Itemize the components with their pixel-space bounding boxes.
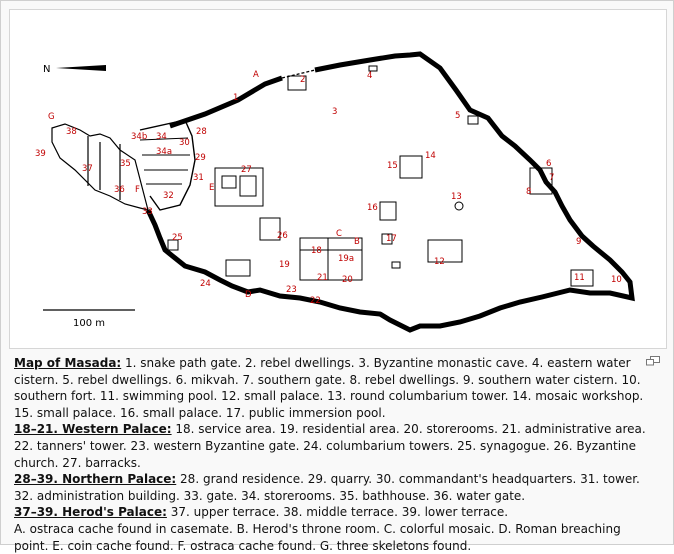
label-36: 36 [114,185,125,195]
caption-northern-text: 28. grand residence. 29. quarry. 30. commandant's headquarters. 31. tower. 32. administration building. 33. gate. 34. storerooms. 35. bathhouse. 36. water gate. [14,472,640,503]
caption-western [14,421,658,471]
label-25: 25 [172,233,183,243]
label-1: 1 [233,93,239,103]
label-37: 37 [82,164,93,174]
label-16: 16 [367,203,378,213]
label-5: 5 [455,111,461,121]
label-19a: 19a [338,254,355,264]
label-6: 6 [546,159,552,169]
caption-letters: A. ostraca cache found in casemate. B. Herod's throne room. C. colorful mosaic. D. Roman breaching point. E. coin cache found. F. ostraca cache found. G. three skeletons found. [14,521,621,553]
label-17: 17 [386,234,397,244]
label-27: 27 [241,165,252,175]
caption-heading-map: Map of Masada: [14,356,122,370]
label-28: 28 [196,127,207,137]
label-D: D [245,290,252,300]
north-label: N [43,64,51,75]
caption-heading-northern: 28–39. Northern Palace: [14,472,177,487]
label-3: 3 [332,107,338,117]
scale-label: 100 m [73,318,106,329]
map-caption [14,355,658,554]
label-20: 20 [342,275,353,285]
label-24: 24 [200,279,211,289]
label-4: 4 [367,71,373,81]
caption-western-text: 18. service area. 19. residential area. 20. storerooms. 21. administrative area. 22. tanners' tower. 23. western Byzantine gate. 24. columbarium towers. 25. synagogue. 26. Byzantine church. 27. barracks. [14,422,646,470]
label-G: G [48,112,55,122]
building-plans [168,66,593,286]
label-33: 33 [142,207,153,217]
label-11: 11 [574,273,585,283]
label-22: 22 [310,296,321,306]
caption-herod-text: 37. upper terrace. 38. middle terrace. 39. lower terrace. [166,505,509,520]
caption-heading-western: 18–21. Western Palace: [14,422,172,437]
caption-intro-text: 1. snake path gate. 2. rebel dwellings. 3. Byzantine monastic cave. 4. eastern water cistern. 5. rebel dwellings. 6. mikvah. 7. southern gate. 8. rebel dwellings. 9. southern water cistern. 10. southern fort. 11. swimming pool. 12. small palace. 13. round columbarium tower. 14. mosaic workshop. 15. small palace. 16. small palace. 17. public immersion pool. [14,356,644,420]
label-C: C [336,229,342,239]
label-18: 18 [311,246,322,256]
label-26: 26 [277,231,288,241]
label-30: 30 [179,138,190,148]
label-E: E [209,183,215,193]
label-12: 12 [434,257,445,267]
label-23: 23 [286,285,297,295]
label-34a: 34a [156,147,173,157]
label-21: 21 [317,273,328,283]
label-34: 34 [156,132,167,142]
caption-heading-herod: 37–39. Herod's Palace: [14,505,167,520]
label-10: 10 [611,275,622,285]
label-8: 8 [526,187,532,197]
label-F: F [135,185,140,195]
caption-herod [14,504,658,521]
label-39: 39 [35,149,46,159]
label-19: 19 [279,260,290,270]
label-38: 38 [66,127,77,137]
caption-intro [14,355,658,421]
north-arrow [43,64,106,75]
caption-northern [14,471,658,504]
label-32: 32 [163,191,174,201]
label-14: 14 [425,151,436,161]
map-drawing [10,10,666,348]
label-35: 35 [120,159,131,169]
label-B: B [354,237,360,247]
scale-bar [43,310,135,329]
label-13: 13 [451,192,462,202]
label-A: A [253,70,259,80]
label-9: 9 [576,237,582,247]
label-34b: 34b [131,132,148,142]
label-7: 7 [549,173,555,183]
label-2: 2 [300,75,306,85]
label-15: 15 [387,161,398,171]
label-31: 31 [193,173,204,183]
label-29: 29 [195,153,206,163]
masada-map[interactable] [9,9,667,349]
north-arrow-icon [56,65,106,71]
